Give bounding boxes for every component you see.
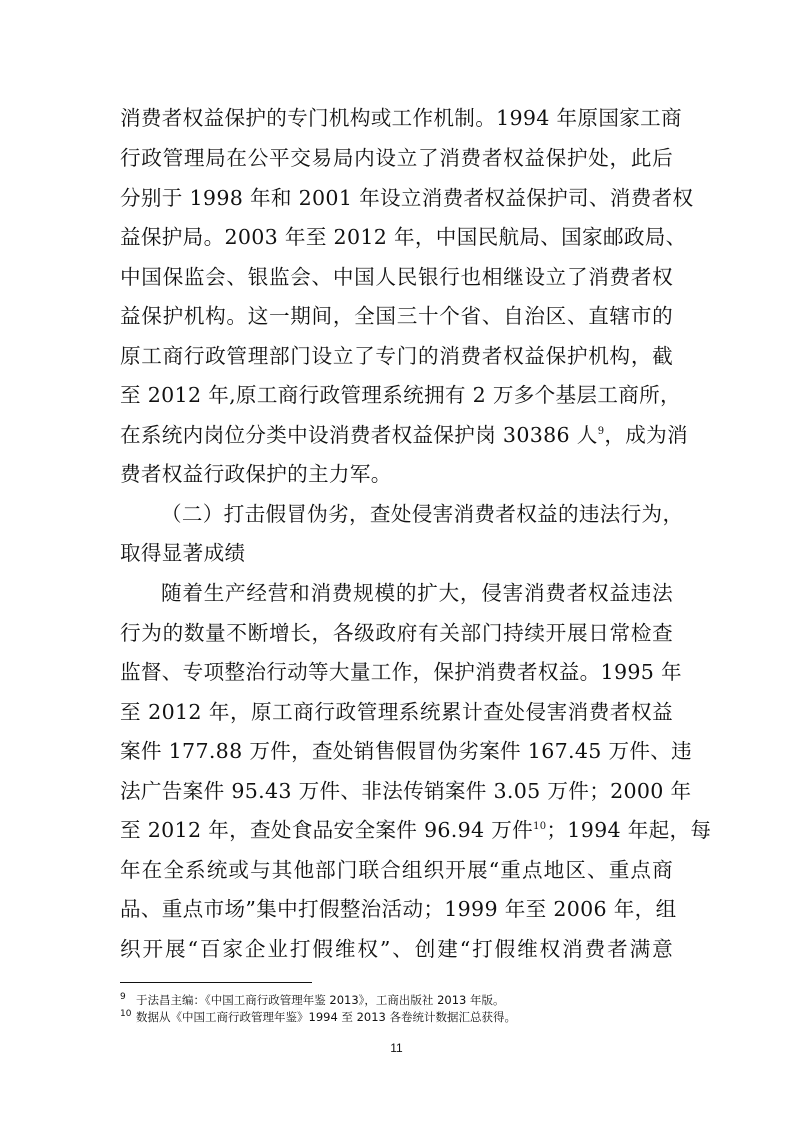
page-number: 11 xyxy=(390,1041,403,1055)
footnote-10: 10 数据从《中国工商行政管理年鉴》1994 至 2013 各卷统计数据汇总获得。 xyxy=(120,1009,516,1024)
section-heading-line-2: 取得显著成绩 xyxy=(120,541,246,565)
body-line-22: 织开展“百家企业打假维权”、创建“打假维权消费者满意 xyxy=(120,937,673,961)
footnote-9: 9 于法昌主编：《中国工商行政管理年鉴 2013》，工商出版社 2013 年版。 xyxy=(120,992,505,1007)
body-line-14: 行为的数量不断增长，各级政府有关部门持续开展日常检查 xyxy=(120,621,673,645)
body-line-19-text: 至 2012 年，查处食品安全案件 96.94 万件 xyxy=(120,818,534,842)
body-line-16: 至 2012 年，原工商行政管理系统累计查处侵害消费者权益 xyxy=(120,700,673,724)
footnote-10-text: 数据从《中国工商行政管理年鉴》1994 至 2013 各卷统计数据汇总获得。 xyxy=(136,1010,516,1024)
body-line-18: 法广告案件 95.43 万件、非法传销案件 3.05 万件；2000 年 xyxy=(120,779,692,803)
body-line-17: 案件 177.88 万件，查处销售假冒伪劣案件 167.45 万件、违 xyxy=(120,739,693,763)
footnote-ref-9: 9 xyxy=(597,426,605,438)
body-line-9-text-end: ，成为消 xyxy=(604,423,688,447)
body-line-5: 中国保监会、银监会、中国人民银行也相继设立了消费者权 xyxy=(120,265,673,289)
body-line-8: 至 2012 年,原工商行政管理系统拥有 2 万多个基层工商所， xyxy=(120,383,681,407)
body-line-20: 年在全系统或与其他部门联合组织开展“重点地区、重点商 xyxy=(120,858,673,882)
footnote-ref-10: 10 xyxy=(533,821,547,833)
body-line-19 xyxy=(120,815,712,845)
body-line-9-text: 在系统内岗位分类中设消费者权益保护岗 30386 人 xyxy=(120,423,598,447)
body-line-10: 费者权益行政保护的主力军。 xyxy=(120,462,392,486)
body-line-15: 监督、专项整治行动等大量工作，保护消费者权益。1995 年 xyxy=(120,660,682,684)
body-line-4: 益保护局。2003 年至 2012 年，中国民航局、国家邮政局、 xyxy=(120,225,687,249)
body-line-2: 行政管理局在公平交易局内设立了消费者权益保护处，此后 xyxy=(120,146,673,170)
body-line-3: 分别于 1998 年和 2001 年设立消费者权益保护司、消费者权 xyxy=(120,186,694,210)
body-line-1: 消费者权益保护的专门机构或工作机制。1994 年原国家工商 xyxy=(120,106,682,130)
footnote-9-text: 于法昌主编：《中国工商行政管理年鉴 2013》，工商出版社 2013 年版。 xyxy=(136,993,505,1007)
section-heading-line-1: （二）打击假冒伪劣，查处侵害消费者权益的违法行为， xyxy=(161,502,684,526)
body-line-19-text-end: ；1994 年起，每 xyxy=(546,818,712,842)
body-line-21: 品、重点市场”集中打假整治活动；1999 年至 2006 年，组 xyxy=(120,897,677,921)
body-line-6: 益保护机构。这一期间，全国三十个省、自治区、直辖市的 xyxy=(120,304,673,328)
body-line-7: 原工商行政管理部门设立了专门的消费者权益保护机构，截 xyxy=(120,344,673,368)
footnote-separator xyxy=(120,982,312,983)
body-line-13: 随着生产经营和消费规模的扩大，侵害消费者权益违法 xyxy=(161,581,673,605)
body-line-9 xyxy=(120,420,688,450)
